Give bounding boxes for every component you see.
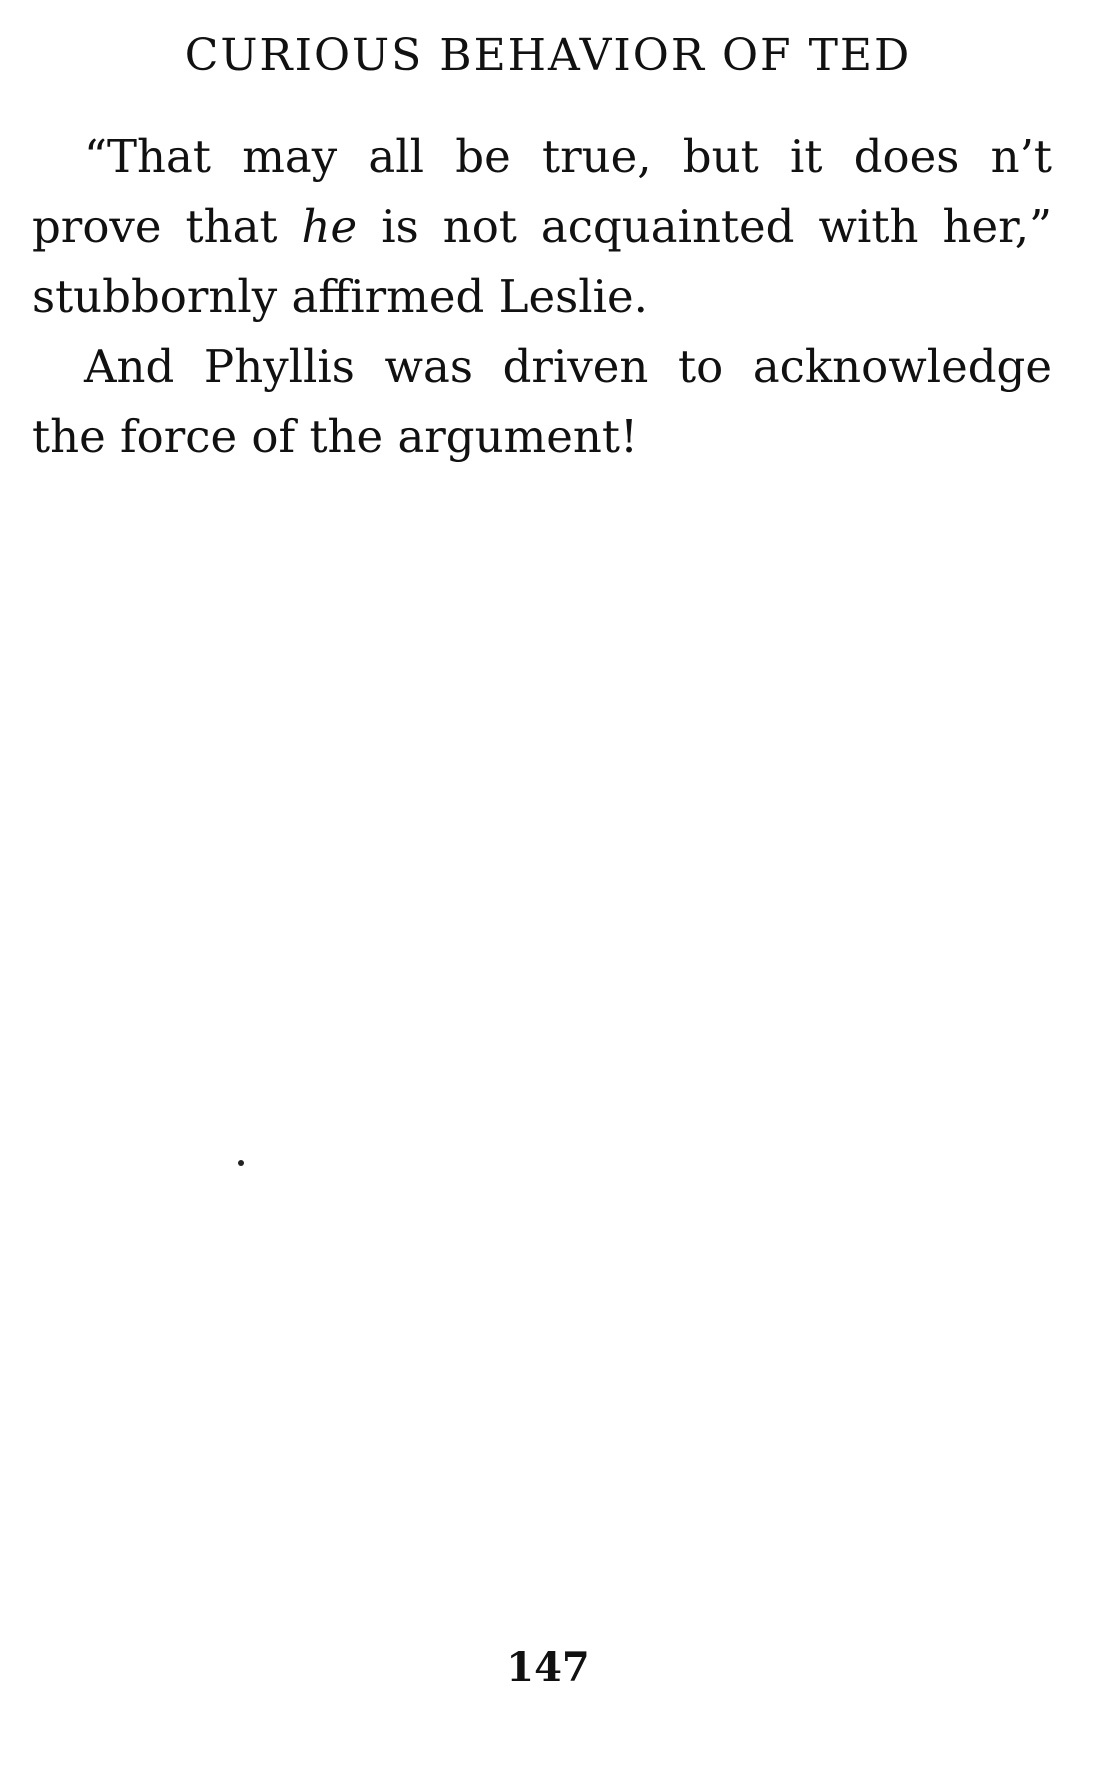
body-text bbox=[32, 122, 1052, 472]
paragraph-1 bbox=[32, 122, 1052, 332]
ink-speck bbox=[238, 1160, 244, 1166]
page-number: 147 bbox=[506, 1644, 590, 1691]
paragraph-2: And Phyllis was driven to acknowledge the force of the argument! bbox=[32, 340, 1052, 463]
italic-word: he bbox=[301, 200, 358, 253]
running-head: CURIOUS BEHAVIOR OF TED bbox=[184, 30, 912, 81]
paragraph-1-start: “That may all be true, but it does n’t prove that bbox=[32, 130, 1052, 253]
paragraph-1-end: is not acquainted with her,” stubbornly affirmed Leslie. bbox=[32, 200, 1052, 323]
